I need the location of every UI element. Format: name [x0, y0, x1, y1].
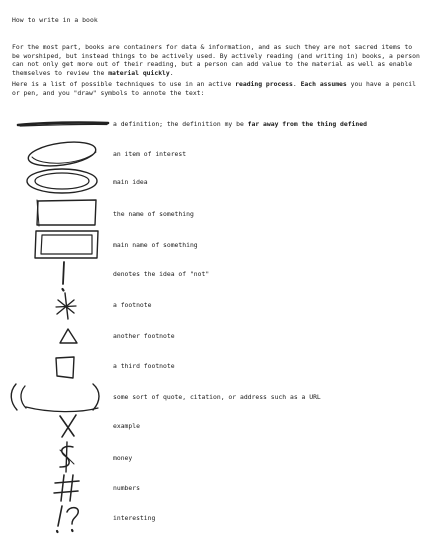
symbol-row-example: [0, 412, 432, 442]
label-text: some sort of quote, citation, or address such as a URL: [113, 393, 321, 401]
exclaim-question-icon: [10, 504, 115, 534]
symbol-row-third-footnote: [0, 352, 432, 382]
symbol-row-money: [0, 442, 432, 472]
label-text: numbers: [113, 484, 140, 492]
intro-paragraph-2-text-b: .: [292, 80, 301, 88]
label-bold: far away from the thing defined: [247, 120, 367, 128]
symbol-row-main-idea: [0, 166, 432, 196]
symbol-label-interest: [113, 150, 186, 158]
intro-paragraph-1-text: For the most part, books are containers for data & information, and as such they are not sacred items to be worshiped, but instead things to be actively used. By actively reading (and writing in) books, a person can not only get more out of their reading, but a person can add value to the material as well as enable themselves to review the: [12, 43, 420, 77]
symbol-label-another-footnote: [113, 332, 175, 340]
symbol-label-name: [113, 210, 194, 218]
intro-paragraph-2-bold-1: reading process: [235, 80, 293, 88]
label-text: example: [113, 422, 140, 430]
symbol-label-main-idea: [113, 178, 148, 186]
symbol-row-another-footnote: [0, 320, 432, 350]
symbol-row-name: [0, 198, 432, 228]
box-icon: [10, 198, 115, 228]
hash-icon: [10, 473, 115, 503]
x-mark-icon: [10, 412, 115, 442]
symbol-label-main-name: [113, 241, 198, 249]
intro-paragraph-2-text-a: Here is a list of possible techniques to use in an active: [12, 80, 236, 88]
symbol-label-third-footnote: [113, 362, 175, 370]
underline-stroke-icon: [10, 110, 115, 140]
intro-paragraph-2-text-c: you have a pencil or pen, and you "draw" symbols to annote the text:: [12, 80, 417, 97]
intro-paragraph-2-bold-2: Each assumes: [300, 80, 347, 88]
symbol-label-numbers: [113, 484, 140, 492]
symbol-row-main-name: [0, 229, 432, 259]
symbol-label-quote: [113, 393, 321, 401]
label-text: a footnote: [113, 301, 152, 309]
parentheses-icon: [10, 380, 115, 410]
symbol-row-footnote: [0, 292, 432, 322]
label-text: denotes the idea of "not": [113, 270, 210, 278]
label-text: money: [113, 454, 133, 462]
symbol-row-definition: [0, 110, 432, 140]
symbol-label-example: [113, 422, 140, 430]
label-text: the name of something: [113, 210, 194, 218]
intro-paragraph-1: [12, 43, 420, 77]
intro-paragraph-2: [12, 80, 420, 97]
label-text: another footnote: [113, 332, 175, 340]
label-text: interesting: [113, 514, 156, 522]
symbol-label-interesting: [113, 514, 155, 522]
double-box-icon: [10, 229, 115, 259]
symbol-label-money: [113, 454, 132, 462]
symbol-label-not: [113, 270, 209, 278]
symbol-row-not: [0, 262, 432, 292]
page-title: How to write in a book: [12, 16, 98, 24]
double-oval-icon: [10, 166, 115, 196]
symbol-row-numbers: [0, 473, 432, 503]
exclamation-icon: [10, 262, 115, 292]
intro-paragraph-1-bold: material quickly: [108, 68, 170, 77]
asterisk-icon: [10, 292, 115, 322]
symbol-label-footnote: [113, 301, 151, 309]
symbol-row-interesting: [0, 504, 432, 534]
label-text: a definition; the definition my be: [113, 120, 248, 128]
triangle-icon: [10, 320, 115, 350]
label-text: main name of something: [113, 241, 198, 249]
symbol-row-quote: [0, 380, 432, 410]
symbol-label-definition: [113, 120, 367, 128]
label-text: main idea: [113, 178, 148, 186]
label-text: a third footnote: [113, 362, 175, 370]
intro-paragraph-1-end: .: [169, 68, 174, 77]
square-footnote-icon: [10, 352, 115, 382]
label-text: an item of interest: [113, 150, 187, 158]
dollar-icon: [10, 442, 115, 472]
